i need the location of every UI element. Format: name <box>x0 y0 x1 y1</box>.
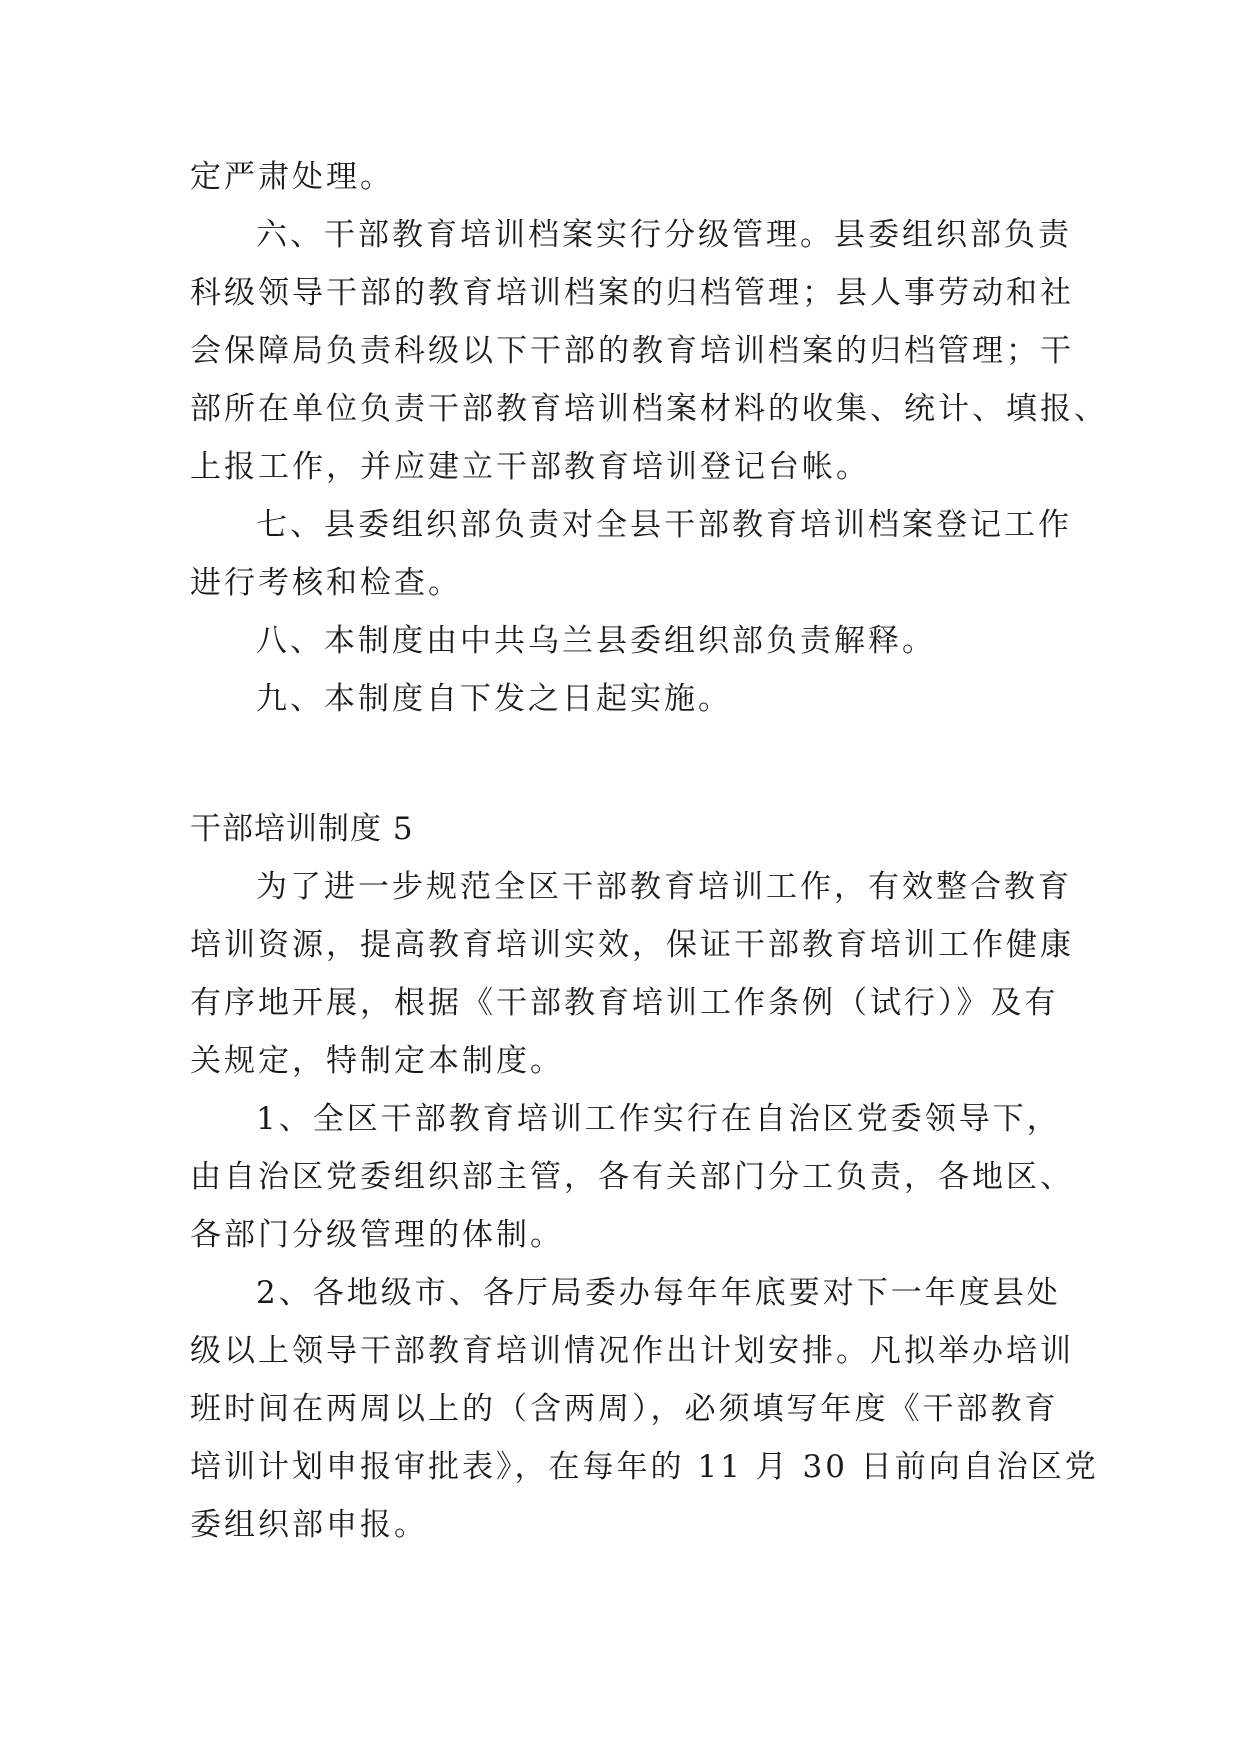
text-line: 各部门分级管理的体制。 <box>190 1217 564 1253</box>
paragraph-item-1 <box>190 1090 1074 1264</box>
text-line: 部所在单位负责干部教育培训档案材料的收集、统计、填报、 <box>190 391 1108 427</box>
text-line: 关规定，特制定本制度。 <box>190 1043 564 1079</box>
text-line: 班时间在两周以上的（含两周），必须填写年度《干部教育 <box>190 1391 1059 1427</box>
text-line: 1、全区干部教育培训工作实行在自治区党委领导下， <box>256 1101 1061 1137</box>
text-line: 六、干部教育培训档案实行分级管理。县委组织部负责 <box>256 217 1072 253</box>
text-line: 科级领导干部的教育培训档案的归档管理；县人事劳动和社 <box>190 275 1074 311</box>
paragraph-item-7 <box>190 496 1070 612</box>
text-line: 由自治区党委组织部主管，各有关部门分工负责，各地区、 <box>190 1159 1074 1195</box>
text-line: 级以上领导干部教育培训情况作出计划安排。凡拟举办培训 <box>190 1333 1074 1369</box>
text-line: 有序地开展，根据《干部教育培训工作条例（试行）》及有 <box>190 985 1059 1021</box>
paragraph-continuation: 定严肃处理。 <box>190 159 394 195</box>
paragraph-item-6 <box>190 206 1108 496</box>
text-line: 七、县委组织部负责对全县干部教育培训档案登记工作 <box>256 507 1072 543</box>
text-line: 进行考核和检查。 <box>190 565 462 601</box>
text-line: 为了进一步规范全区干部教育培训工作，有效整合教育 <box>256 869 1072 905</box>
text-line: 委组织部申报。 <box>190 1507 428 1543</box>
paragraph-item-8: 八、本制度由中共乌兰县委组织部负责解释。 <box>256 623 936 659</box>
text-line: 会保障局负责科级以下干部的教育培训档案的归档管理；干 <box>190 333 1074 369</box>
document-page <box>190 148 1108 1554</box>
text-line: 培训计划申报审批表》，在每年的 11 月 30 日前向自治区党 <box>190 1449 1099 1485</box>
paragraph-item-9: 九、本制度自下发之日起实施。 <box>256 681 732 717</box>
text-line: 2、各地级市、各厅局委办每年年底要对下一年度县处 <box>256 1275 1061 1311</box>
text-line: 上报工作，并应建立干部教育培训登记台帐。 <box>190 449 870 485</box>
paragraph-item-2 <box>190 1264 1099 1554</box>
paragraph-intro <box>190 858 1074 1090</box>
section-title: 干部培训制度 5 <box>190 811 414 847</box>
text-line: 培训资源，提高教育培训实效，保证干部教育培训工作健康 <box>190 927 1074 963</box>
section-gap <box>190 728 1070 800</box>
